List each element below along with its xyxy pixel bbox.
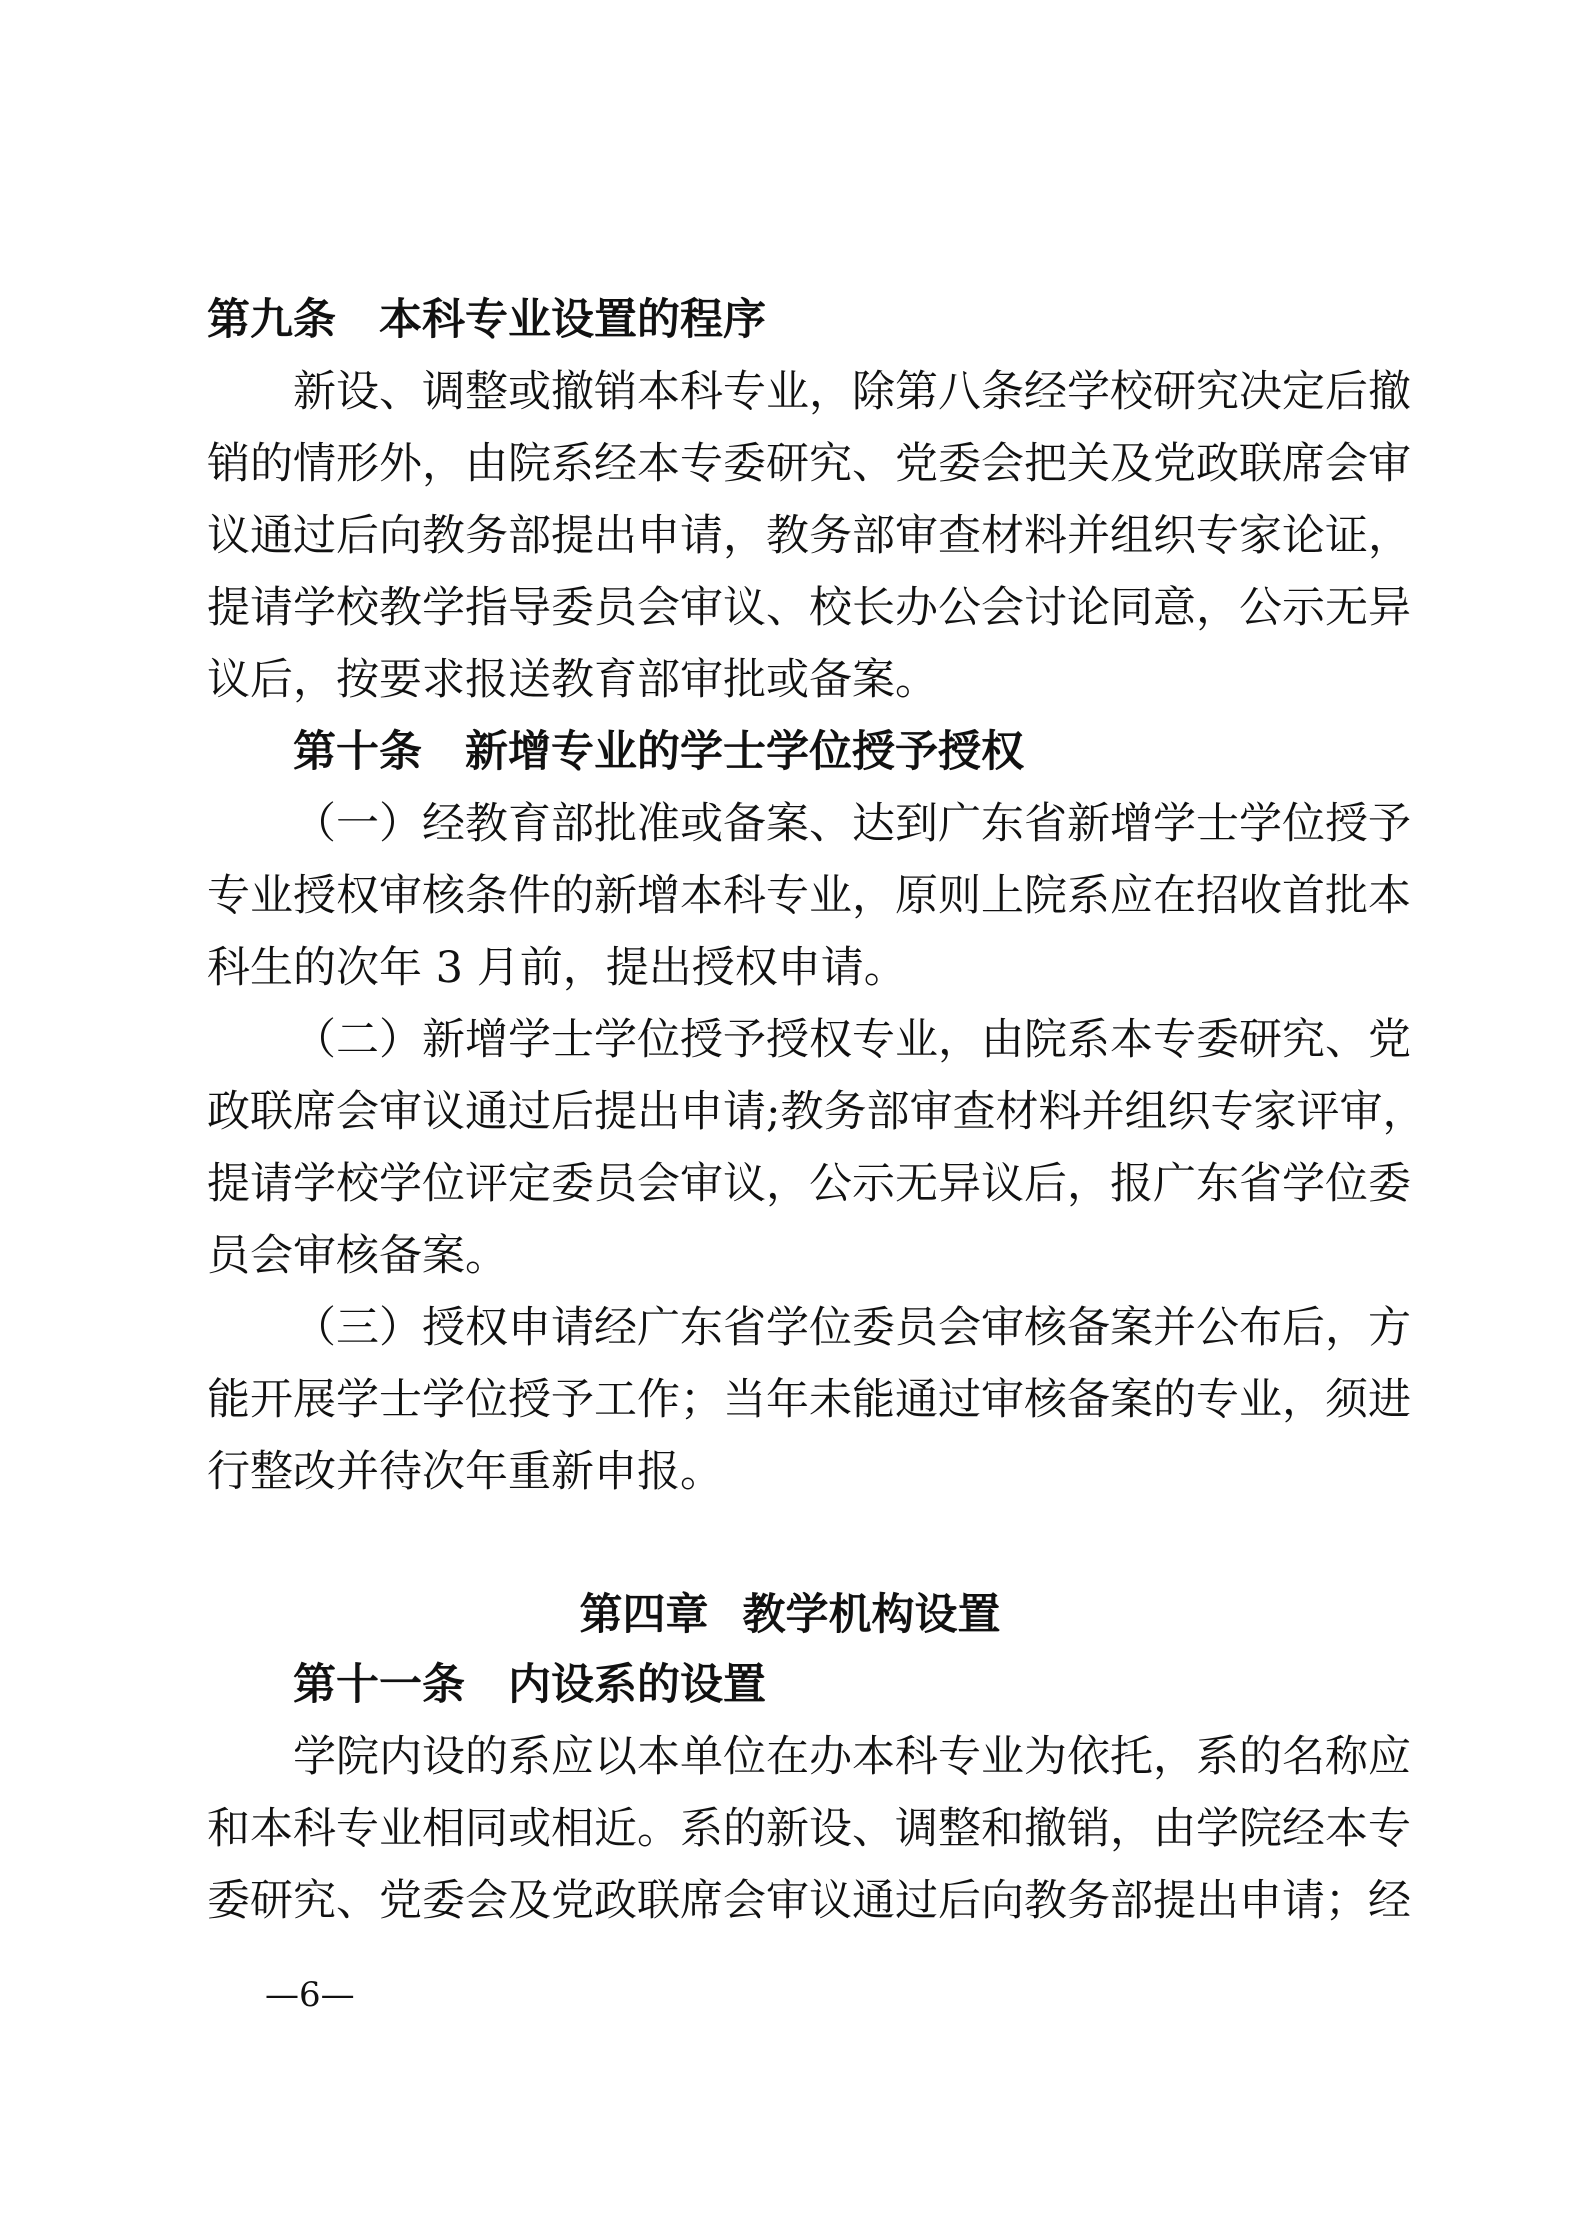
article-10-heading <box>293 722 1463 782</box>
article-9-line-3: 议通过后向教务部提出申请，教务部审查材料并组织专家论证， <box>207 511 1411 561</box>
article-10-item-1-line-3: 科生的次年 3 月前，提出授权申请。 <box>207 943 907 993</box>
article-10-item-2-line-2: 政联席会审议通过后提出申请;教务部审查材料并组织专家评审， <box>207 1087 1426 1137</box>
article-9-line-4: 提请学校教学指导委员会审议、校长办公会讨论同意，公示无异 <box>207 583 1411 633</box>
article-11-title: 内设系的设置 <box>508 1660 766 1710</box>
article-10-item-2-line-3: 提请学校学位评定委员会审议，公示无异议后，报广东省学位委 <box>207 1159 1411 1209</box>
page-number: —6— <box>265 1975 355 2015</box>
article-11-number: 第十一条 <box>293 1660 465 1710</box>
article-10-item-2-line-1: （二）新增学士学位授予授权专业，由院系本专委研究、党 <box>293 1015 1411 1065</box>
article-10-item-2-line-4: 员会审核备案。 <box>207 1231 508 1281</box>
article-10-number: 第十条 <box>293 727 422 777</box>
article-9-line-2: 销的情形外，由院系经本专委研究、党委会把关及党政联席会审 <box>207 439 1411 489</box>
article-10-title: 新增专业的学士学位授予授权 <box>465 727 1024 777</box>
article-10-item-3-line-1: （三）授权申请经广东省学位委员会审核备案并公布后，方 <box>293 1303 1411 1353</box>
article-11-heading <box>293 1655 1463 1715</box>
article-10-item-1-line-2: 专业授权审核条件的新增本科专业，原则上院系应在招收首批本 <box>207 871 1411 921</box>
article-11-line-1: 学院内设的系应以本单位在办本科专业为依托，系的名称应 <box>293 1732 1411 1782</box>
article-9-number: 第九条 <box>207 295 336 345</box>
article-11-line-2: 和本科专业相同或相近。系的新设、调整和撤销，由学院经本专 <box>207 1804 1411 1854</box>
chapter-4-heading <box>0 1585 1580 1645</box>
article-10-item-1-line-1: （一）经教育部批准或备案、达到广东省新增学士学位授予 <box>293 799 1411 849</box>
article-10-item-3-line-2: 能开展学士学位授予工作；当年未能通过审核备案的专业，须进 <box>207 1375 1411 1425</box>
article-9-heading <box>207 290 1377 350</box>
article-9-line-1: 新设、调整或撤销本科专业，除第八条经学校研究决定后撤 <box>293 367 1411 417</box>
article-10-item-3-line-3: 行整改并待次年重新申报。 <box>207 1447 723 1497</box>
article-11-line-3: 委研究、党委会及党政联席会审议通过后向教务部提出申请；经 <box>207 1876 1411 1926</box>
chapter-4-number: 第四章 <box>579 1590 709 1640</box>
article-9-title: 本科专业设置的程序 <box>379 295 766 345</box>
chapter-4-title: 教学机构设置 <box>742 1590 1001 1640</box>
article-9-line-5: 议后，按要求报送教育部审批或备案。 <box>207 655 938 705</box>
